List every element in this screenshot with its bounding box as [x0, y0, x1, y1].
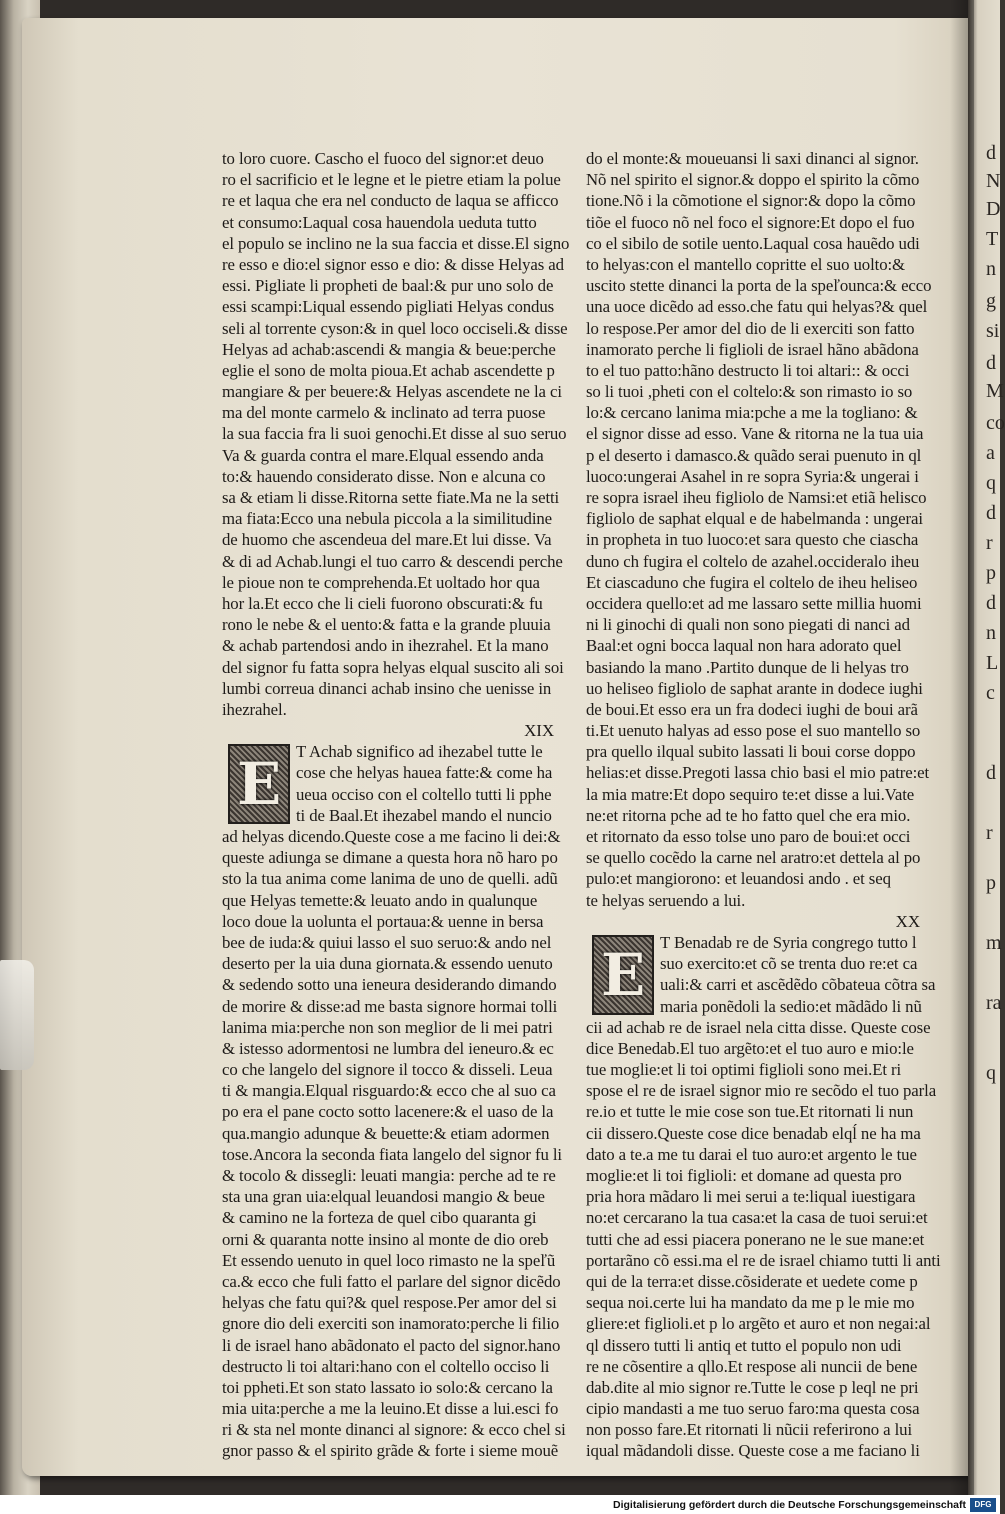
text-line: essi. Pigliate li propheti de baal:& pur uno solo de	[222, 276, 554, 296]
text-line: del signor fu fatta sopra helyas elqual suscito ali soi	[222, 657, 564, 677]
text-line: sta una gran uia:elqual leuandosi mangio & beue	[222, 1187, 545, 1207]
facing-page-letter: d	[986, 142, 996, 164]
text-line: que Helyas temette:& leuato ando in qualunque	[222, 890, 538, 910]
text-line: queste adiunga se dimane a questa hora nõ haro po	[222, 848, 558, 868]
text-line: se quello cocẽdo la carne nel aratro:et dettela al po	[586, 848, 921, 868]
facing-page-fragment	[968, 0, 1005, 1495]
text-line: ti de Baal.Et ihezabel mando el nuncio	[296, 805, 552, 825]
text-line: uali:& carri et ascẽdẽdo cõbateua cõtra sa	[660, 975, 936, 995]
text-line: eglie el sono de molta pioua.Et achab ascendette p	[222, 360, 555, 380]
facing-page-letter: d	[986, 592, 996, 614]
decorated-initial-letter	[228, 744, 290, 824]
text-line: figliolo de saphat elqual e de habelmanda : ungerai	[586, 509, 923, 529]
text-column-left	[222, 148, 572, 1462]
chapter-number-xx: XX	[895, 911, 920, 931]
text-line: cose che helyas hauea fatte:& come ha	[296, 763, 553, 783]
text-line: te helyas seruendo a lui.	[586, 890, 746, 910]
text-line: ql dissero tutti li antiq et tutto el populo non udi	[586, 1335, 902, 1355]
facing-page-letter: q	[986, 1062, 996, 1084]
facing-page-letter: T	[986, 228, 999, 250]
left-column-text-part-1	[222, 148, 572, 720]
text-line: dato a te.a me tu darai el tuo auro:et argento le tue	[586, 1144, 917, 1164]
text-line: to el tuo patto:hãno destructo li toi altari:: & occi	[586, 360, 910, 380]
text-line: T Benadab re de Syria congrego tutto l	[660, 932, 917, 952]
text-line: de huomo che ascendeua del mare.Et lui disse. Va	[222, 530, 552, 550]
text-line: ad helyas dicendo.Queste cose a me facino li dei:&	[222, 827, 561, 846]
text-line: to:& hauendo considerato disse. Non e alcuna co	[222, 466, 546, 486]
facing-page-letter: si	[986, 320, 1000, 342]
text-line: lo respose.Per amor del dio de li exerciti son fatto	[586, 318, 915, 338]
facing-page-letter: c	[986, 682, 995, 704]
text-line: hor la.Et ecco che li cieli fuorono obscurati:& fu	[222, 593, 543, 613]
text-line: ri & sta nel monte dinanci al signore: & ecco chel si	[222, 1420, 566, 1440]
text-line: ca.& ecco che fuli fatto el parlare del signor dicẽdo	[222, 1271, 561, 1291]
text-line: re esso e dio:el signor esso e dio: & disse Helyas ad	[222, 254, 564, 274]
text-line: lanima mia:perche non son meglior de li mei patri	[222, 1017, 553, 1037]
facing-page-letter: n	[986, 622, 996, 644]
text-line: inamorato perche li figlioli de israel hãno abãdona	[586, 339, 919, 359]
facing-page-letter: N	[986, 170, 1001, 192]
text-line: dab.dite al mio signor re.Tutte le cose p leql ne pri	[586, 1377, 919, 1397]
text-line: le pioue non te comprehenda.Et uoltado hor qua	[222, 572, 540, 592]
text-line: gnor passo & el spirito grãde & forte i sieme mouẽ	[222, 1441, 559, 1461]
text-line: portarãno cõ essi.ma el re de israel chiamo tutti li anti	[586, 1250, 941, 1270]
text-line: ne:et ritorna pche ad te ho fatto quel che era mio.	[586, 805, 911, 825]
text-line: mangiare & per beuere:& Helyas ascendete ne la ci	[222, 382, 562, 402]
text-line: lumbi correua dinanci achab insino che uenisse in	[222, 678, 552, 698]
text-line: tue moglie:et li toi optimi figlioli sono mei.Et ri	[586, 1060, 902, 1080]
text-line: qui de la terra:et disse.cõsiderate et uedete come p	[586, 1271, 918, 1291]
facing-page-letter: r	[986, 532, 993, 554]
text-line: Va & guarda contra el mare.Elqual essendo anda	[222, 445, 544, 465]
text-line: do el monte:& moueuansi li saxi dinanci al signor.	[586, 149, 919, 168]
text-line: et consumo:Laqual cosa hauendola ueduta tutto	[222, 212, 537, 232]
text-line: co che langelo del signore il tocco & disseli. Leua	[222, 1060, 553, 1080]
facing-page-letter: L	[986, 652, 999, 674]
left-column-text-part-2	[222, 826, 572, 1462]
text-line: uo heliseo figliolo de saphat arante in dodece iughi	[586, 678, 923, 698]
text-line: non posso fare.Et ritornati li nũcii referirono a lui	[586, 1420, 913, 1440]
text-line: sto la tua anima come lanima de uno de quelli. adũ	[222, 869, 558, 889]
text-line: de morire & disse:ad me basta signore hormai tolli	[222, 996, 558, 1016]
facing-page-letter: m	[986, 932, 1002, 954]
text-line: to loro cuore. Cascho el fuoco del signor:et deuo	[222, 149, 544, 168]
funding-credit: Digitalisierung gefördert durch die Deutsche Forschungsgemeinschaft	[613, 1498, 966, 1511]
text-line: Et essendo uenuto in quel loco rimasto ne la speľũ	[222, 1250, 556, 1270]
text-line: ma fiata:Ecco una nebula piccola a la similitudine	[222, 509, 553, 529]
text-line: re.io et tutte le mie cose son tue.Et ritornati li nun	[586, 1102, 914, 1122]
facing-page-letter: n	[986, 258, 996, 280]
text-line: de boui.Et esso era un fra dodeci iughi de boui arã	[586, 699, 918, 719]
text-line: moglie:et li toi figlioli: et domane ad questa pro	[586, 1166, 902, 1185]
chapter-opening-xix	[222, 741, 572, 826]
text-line: el signor disse ad esso. Vane & ritorna ne la tua uia	[586, 424, 924, 444]
text-line: loco doue la uolunta el portaua:& uenne in bersa	[222, 911, 544, 931]
text-line: cii dissero.Queste cose dice benadab elqĺ ne ha ma	[586, 1123, 921, 1143]
text-line: occidera quello:et ad me lassaro sette millia huomi	[586, 593, 922, 613]
text-line: po era el pane cocto sotto lacenere:& el uaso de la	[222, 1102, 554, 1122]
text-line: Nõ nel spirito el signor.& doppo el spirito la cõmo	[586, 170, 920, 190]
text-line: re sopra israel iheu figliolo de Namsi:et etiã helisco	[586, 488, 927, 507]
text-line: et ritornato da esso tolse uno paro de boui:et occi	[586, 827, 911, 846]
decorated-initial-letter	[592, 935, 654, 1015]
text-line: mia uita:perche a me la leuino.Et disse a lui.esci fo	[222, 1399, 559, 1419]
text-line: basiando la mano .Partito dunque de li helyas tro	[586, 657, 909, 677]
text-line: gliere:et figlioli.et p lo argẽto et auro et non negai:al	[586, 1314, 931, 1334]
text-line: dice Benedab.El tuo argẽto:et el tuo auro e mio:le	[586, 1038, 914, 1058]
text-line: seli al torrente cyson:& in quel loco occiseli.& disse	[222, 318, 568, 338]
text-line: essi scampi:Liqual essendo pigliati Helyas condus	[222, 297, 555, 317]
text-line: ti & mangia.Elqual risguardo:& ecco che al suo ca	[222, 1081, 556, 1101]
text-line: pra quello ilqual subito lassati li boui corse doppo	[586, 742, 916, 762]
text-line: rono le nebe & el uento:& fatta e la grande pluuia	[222, 615, 551, 635]
dfg-logo-text: DFG	[974, 1500, 992, 1509]
text-line: tutti che ad essi piacera ponerano ne le sue mane:et	[586, 1229, 925, 1249]
text-line: ni li ginochi di quali non sono piegati di nanci ad	[586, 615, 910, 635]
text-line: re et laqua che era nel conducto de laqua se afficco	[222, 191, 559, 211]
chapter-number-xix: XIX	[524, 721, 554, 741]
text-line: sa & etiam li disse.Ritorna sette fiate.Ma ne la setti	[222, 488, 560, 507]
page-clip	[0, 960, 34, 1070]
text-line: & sedendo sotto una ieneura desiderando dimando	[222, 975, 557, 995]
text-line: Et ciascaduno che fugira el coltelo de iheu heliseo	[586, 572, 918, 592]
facing-page-letter: r	[986, 822, 993, 844]
text-line: ueua occiso con el coltello tutti li pphe	[296, 784, 552, 804]
text-line: spose el re de israel signor mio re secõdo el tuo parla	[586, 1081, 937, 1101]
text-line: ro el sacrificio et le legne et le pietre etiam la polue	[222, 170, 561, 190]
initial-letter-glyph: E	[236, 750, 282, 819]
text-line: & camino ne la forteza de quel cibo quaranta gi	[222, 1208, 537, 1228]
text-line: cipio mandasti a me tuo seruo faro:ma questa cosa	[586, 1399, 920, 1419]
facing-page-letter: a	[986, 442, 995, 464]
text-line: co el sibilo de sotile uento.Laqual cosa hauẽdo udi	[586, 233, 920, 253]
text-line: qua.mangio adunque & beuette:& etiam adormen	[222, 1123, 550, 1143]
right-column-text-part-2	[586, 1017, 941, 1462]
facing-page-letter: p	[986, 562, 996, 584]
text-line: gnore dio deli exerciti son inamorato:perche li filio	[222, 1314, 560, 1334]
text-line: helias:et disse.Pregoti lassa chio basi el mio patre:et	[586, 763, 930, 783]
text-line: helyas che fatu qui?& quel respose.Per amor del si	[222, 1293, 557, 1313]
text-line: uscito stette dinanci la porta de la speľounca:& ecco	[586, 276, 932, 296]
text-line: cii ad achab re de israel nela citta disse. Queste cose	[586, 1017, 931, 1037]
text-line: tiõe el fuoco nõ nel foco el signore:Et dopo el fuo	[586, 212, 915, 232]
facing-page-letter: D	[986, 198, 1001, 220]
text-line: duno ch fugira el coltelo de azahel.occideralo iheu	[586, 551, 920, 571]
facing-page-letter: q	[986, 472, 996, 494]
footer-bar	[0, 1495, 1000, 1514]
facing-page-letter: p	[986, 872, 996, 894]
text-line: destructo li toi altari:hano con el coltello occiso li	[222, 1356, 550, 1376]
dfg-logo	[970, 1498, 996, 1512]
facing-page-letter: M	[986, 380, 1004, 402]
text-line: deserto per la uia duna giornata.& essendo uenuto	[222, 954, 553, 974]
facing-page-letter: co	[986, 412, 1005, 434]
initial-letter-glyph: E	[600, 940, 646, 1009]
text-line: suo exercito:et cõ se trenta duo re:et ca	[660, 954, 918, 974]
text-line: ma del monte carmelo & inclinato ad terra puose	[222, 403, 546, 423]
text-line: pria hora mãdaro li mei serui a te:liqual iuestigara	[586, 1187, 916, 1207]
text-line: iqual mãdandoli disse. Queste cose a me faciano li	[586, 1441, 920, 1461]
text-line: orni & quaranta notte insino al monte de dio oreb	[222, 1229, 549, 1249]
text-line: T Achab significo ad ihezabel tutte le	[296, 742, 543, 762]
text-line: ti.Et uenuto halyas ad esso pose el suo mantello so	[586, 721, 921, 741]
text-line: luoco:ungerai Asahel in re sopra Syria:& ungerai i	[586, 466, 919, 486]
text-column-right	[586, 148, 941, 1462]
facing-page-letter: d	[986, 762, 996, 784]
text-line: toi ppheti.Et son stato lassato io solo:& cercano la	[222, 1377, 553, 1397]
text-line: & tocolo & dissegli: leuati mangia: perche ad te re	[222, 1166, 556, 1185]
text-line: maria ponẽdoli la sedio:et mãdãdo li nũ	[660, 996, 922, 1016]
right-column-text-part-1	[586, 148, 938, 911]
text-line: la sua faccia fra li suoi genochi.Et disse al suo seruo	[222, 424, 567, 444]
text-line: Helyas ad achab:ascendi & mangia & beue:perche	[222, 339, 556, 359]
text-line: & istesso adormentosi ne lumbra del ieneuro.& ec	[222, 1038, 554, 1058]
text-line: lo:& cercano lanima mia:pche a me la togliano: &	[586, 403, 918, 423]
text-line: ihezrahel.	[222, 699, 287, 719]
text-line: una uoce dicẽdo ad esso.che fatu qui helyas?& quel	[586, 297, 928, 317]
facing-page-letter: g	[986, 290, 996, 312]
facing-page-letter: ra	[986, 992, 1002, 1014]
text-line: p el deserto i damasco.& quãdo serai puenuto in ql	[586, 445, 922, 465]
text-line: re ne cõsentire a qllo.Et respose ali nuncii de bene	[586, 1356, 918, 1376]
text-line: pulo:et mangiorono: et leuandosi ando . et seq	[586, 869, 891, 889]
text-line: sequa noi.certe lui ha mandato da me p le mie mo	[586, 1293, 915, 1313]
text-line: tose.Ancora la seconda fiata langelo del signor fu li	[222, 1144, 562, 1164]
text-line: no:et cercarano la tua casa:et la casa de tuoi serui:et	[586, 1208, 928, 1228]
text-line: li de israel hano abãdonato el pacto del signor.hano	[222, 1335, 561, 1355]
facing-page-letter: d	[986, 502, 996, 524]
text-line: to helyas:con el mantello copritte el suo uolto:&	[586, 254, 905, 274]
text-line: bee de iuda:& quiui lasso el suo seruo:& ando nel	[222, 932, 552, 952]
text-line: in propheta in tuo luoco:et sara questo che ciascha	[586, 530, 919, 550]
chapter-opening-xx	[586, 932, 938, 1017]
facing-page-letter: d	[986, 352, 996, 374]
text-line: & achab partendosi ando in ihezrahel. Et la mano	[222, 636, 549, 656]
text-line: so li tuoi ,pheti con el coltelo:& son rimasto io so	[586, 382, 913, 402]
text-line: tione.Nõ i la cõmotione el signor:& dopo la cõmo	[586, 191, 916, 211]
text-line: & di ad Achab.lungi el tuo carro & descendi perche	[222, 551, 563, 571]
text-line: Baal:et ogni bocca laqual non hara adorato quel	[586, 636, 902, 656]
text-line: la mia matre:Et dopo sequiro te:et disse a lui.Vate	[586, 784, 915, 804]
text-line: el populo se inclino ne la sua faccia et disse.El signo	[222, 233, 570, 253]
